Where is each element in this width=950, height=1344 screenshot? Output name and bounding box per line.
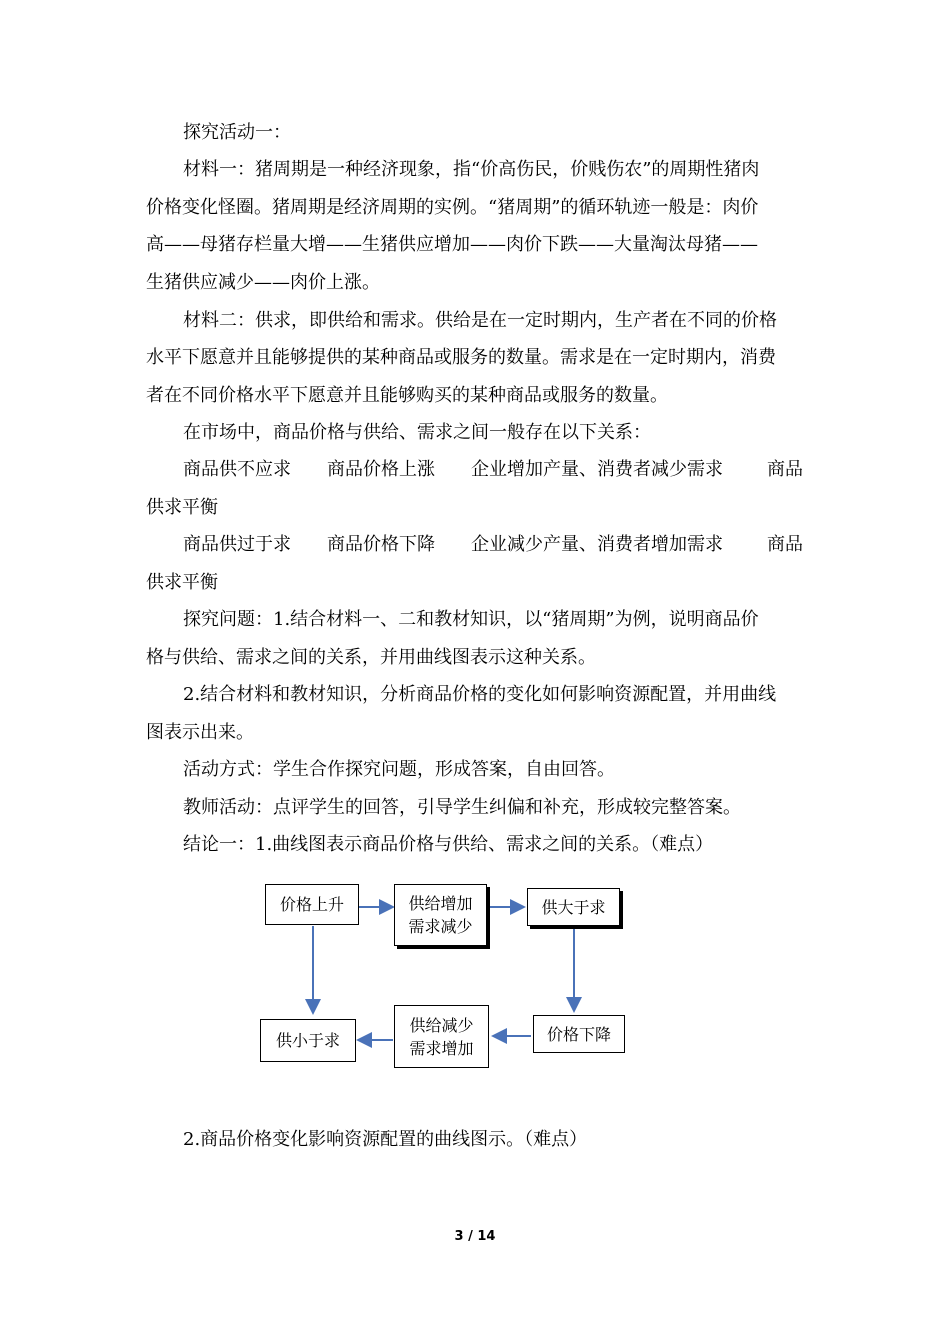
text-line: 教师活动：点评学生的回答，引导学生纠偏和补充，形成较完整答案。	[183, 797, 741, 818]
text-line: 供求平衡	[146, 497, 218, 518]
box-supply-exceeds-demand: 供大于求	[527, 888, 620, 926]
page-number: 3 / 14	[454, 1229, 496, 1244]
relation-cell: 企业增加产量、消费者减少需求	[471, 459, 723, 480]
text-line: 材料二：供求，即供给和需求。供给是在一定时期内，生产者在不同的价格	[183, 310, 777, 331]
text-line: 探究问题：1.结合材料一、二和教材知识，以“猪周期”为例，说明商品价	[183, 609, 759, 630]
text-line: 供求平衡	[146, 572, 218, 593]
box-supply-down-demand-up: 供给减少 需求增加	[394, 1005, 489, 1068]
box-price-up: 价格上升	[265, 884, 359, 925]
box-supply-short: 供小于求	[260, 1019, 356, 1062]
relation-cell: 商品供不应求	[183, 459, 291, 480]
text-line: 在市场中，商品价格与供给、需求之间一般存在以下关系：	[183, 422, 651, 443]
text-line: 结论一：1.曲线图表示商品价格与供给、需求之间的关系。（难点）	[183, 834, 714, 855]
text-line: 材料一：猪周期是一种经济现象，指“价高伤民，价贱伤农”的周期性猪肉	[183, 159, 760, 180]
box-price-down: 价格下降	[533, 1015, 625, 1053]
box-supply-up-demand-down: 供给增加 需求减少	[394, 884, 487, 946]
text-line: 生猪供应减少——肉价上涨。	[146, 272, 380, 293]
relation-cell: 商品价格下降	[327, 534, 435, 555]
text-line: 活动方式：学生合作探究问题，形成答案，自由回答。	[183, 759, 615, 780]
text-line: 水平下愿意并且能够提供的某种商品或服务的数量。需求是在一定时期内，消费	[146, 347, 776, 368]
text-line: 2.商品价格变化影响资源配置的曲线图示。（难点）	[183, 1129, 588, 1150]
text-line: 高——母猪存栏量大增——生猪供应增加——肉价下跌——大量淘汰母猪——	[146, 234, 758, 255]
text-line: 价格变化怪圈。猪周期是经济周期的实例。“猪周期”的循环轨迹一般是：肉价	[146, 197, 759, 218]
relation-cell: 商品价格上涨	[327, 459, 435, 480]
section-heading: 探究活动一：	[183, 122, 291, 143]
text-line: 2.结合材料和教材知识，分析商品价格的变化如何影响资源配置，并用曲线	[183, 684, 777, 705]
relation-cell: 商品	[767, 534, 803, 555]
text-line: 图表示出来。	[146, 722, 254, 743]
relation-cell: 企业减少产量、消费者增加需求	[471, 534, 723, 555]
relation-cell: 商品	[767, 459, 803, 480]
relation-cell: 商品供过于求	[183, 534, 291, 555]
text-line: 格与供给、需求之间的关系，并用曲线图表示这种关系。	[146, 647, 596, 668]
text-line: 者在不同价格水平下愿意并且能够购买的某种商品或服务的数量。	[146, 385, 668, 406]
